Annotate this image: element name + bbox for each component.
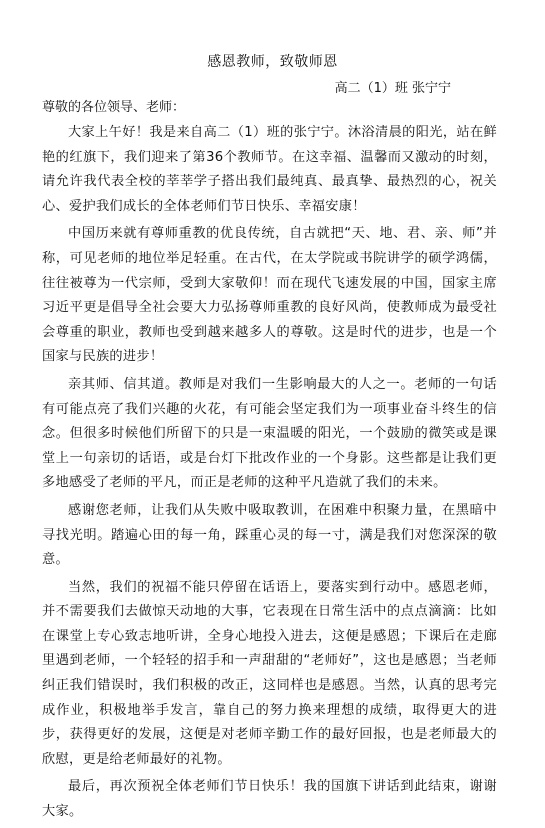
paragraph: 大家上午好！我是来自高二（1）班的张宁宁。沐浴清晨的阳光，站在鲜艳的红旗下，我们迎来了第36个教师节。在这幸福、温馨而又激动的时刻，请允许我代表全校的莘莘学子搭出我们最纯真、最真挚、最热烈的心，祝关心、爱护我们成长的全体老师们节日快乐、幸福安康！ (42, 125, 497, 214)
author-line: 高二（1）班 张宁宁 (334, 81, 451, 96)
speech-body (42, 121, 497, 828)
paragraph: 中国历来就有尊师重教的优良传统，自古就把“天、地、君、亲、师”并称，可见老师的地位举足轻重。在古代，在太学院或书院讲学的硕学鸿儒，往往被尊为一代宗师，受到大家敬仰！而在现代飞速发展的中国，国家主席习近平更是倡导全社会要大力弘扬尊师重教的良好风尚，使教师成为最受社会尊重的职业，教师也受到越来越多人的尊敬。这是时代的进步，也是一个国家与民族的进步！ (42, 226, 497, 365)
paragraph: 最后，再次预祝全体老师们节日快乐！我的国旗下讲话到此结束，谢谢大家。 (42, 779, 497, 820)
salutation: 尊敬的各位领导、老师： (42, 100, 186, 115)
paragraph: 感谢您老师，让我们从失败中吸取教训，在困难中积聚力量，在黑暗中寻找光明。踏遍心田的每一角，踩重心灵的每一寸，满是我们对您深深的敬意。 (42, 502, 497, 568)
paragraph: 当然，我们的祝福不能只停留在话语上，要落实到行动中。感恩老师，并不需要我们去做惊天动地的大事，它表现在日常生活中的点点滴滴：比如在课堂上专心致志地听讲，全身心地投入进去，这便是感恩；下课后在走廊里遇到老师，一个轻轻的招手和一声甜甜的“老师好”，这也是感恩；当老师纠正我们错误时，我们积极的改正，这同样也是感恩。当然，认真的思考完成作业，积极地举手发言，靠自己的努力换来理想的成绩，取得更大的进步，获得更好的发展，这便是对老师辛勤工作的最好回报，也是老师最大的欣慰，更是给老师最好的礼物。 (42, 579, 497, 767)
paragraph: 亲其师、信其道。教师是对我们一生影响最大的人之一。老师的一句话有可能点亮了我们兴趣的火花，有可能会坚定我们为一项事业奋斗终生的信念。但很多时候他们所留下的只是一束温暖的阳光，一个鼓励的微笑或是课堂上一句亲切的话语，或是台灯下批改作业的一个身影。这些都是让我们更多地感受了老师的平凡，而正是老师的这种平凡造就了我们的未来。 (42, 376, 497, 491)
document-title: 感恩教师，致敬师恩 (207, 54, 338, 70)
